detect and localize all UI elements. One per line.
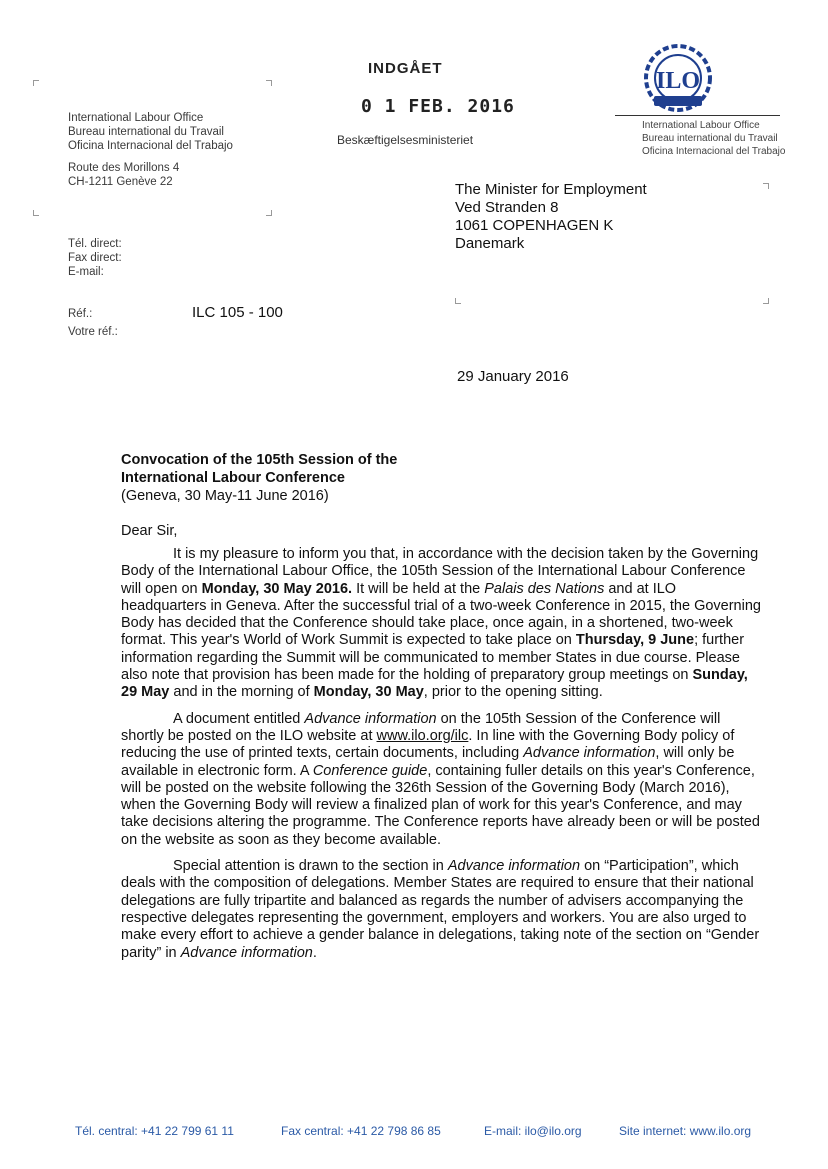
footer-website[interactable]: Site internet: www.ilo.org	[619, 1124, 752, 1138]
subject-block	[121, 451, 397, 505]
ilo-logo-emblem-icon	[640, 44, 716, 116]
sender-city: CH-1211 Genève 22	[68, 176, 173, 188]
recipient-address	[455, 181, 647, 253]
recipient-line: Ved Stranden 8	[455, 199, 559, 216]
logo-text: ILO	[655, 68, 701, 94]
sender-address	[68, 161, 179, 189]
stamp-title: INDGÅET	[368, 60, 443, 77]
tel-direct-label: Tél. direct:	[68, 238, 122, 250]
crop-mark	[763, 298, 769, 304]
paragraph-3: Special attention is drawn to the section in Advance information on “Participation”, which deals with the composition of delegations. Member States are required to ensure that their national delegations are fully tripartite and balanced as regards the number of advisers accompanying the respective delegates representing the government, employers and workers. You are also urged to make every effort to achieve a gender balance in delegations, taking note of the section on “Gender parity” in Advance information.	[121, 858, 760, 961]
sender-name-block	[68, 111, 233, 153]
crop-mark	[266, 210, 272, 216]
contact-labels	[68, 237, 122, 279]
logo-caption-es: Oficina Internacional del Trabajo	[642, 146, 786, 157]
salutation: Dear Sir,	[121, 523, 178, 539]
email-label: E-mail:	[68, 266, 104, 278]
crop-mark	[455, 298, 461, 304]
ref-value: ILC 105 - 100	[192, 304, 283, 321]
letter-body	[121, 546, 761, 971]
logo-caption-fr: Bureau international du Travail	[642, 133, 778, 144]
ilc-website-link[interactable]: www.ilo.org/ilc	[376, 727, 469, 744]
subject-line-1: Convocation of the 105th Session of the	[121, 452, 398, 468]
logo-rule	[615, 115, 780, 116]
subject-line-2: International Labour Conference	[121, 470, 345, 486]
sender-name-fr: Bureau international du Travail	[68, 126, 224, 138]
logo-caption	[642, 119, 785, 158]
footer-email[interactable]: E-mail: ilo@ilo.org	[484, 1124, 582, 1138]
crop-mark	[33, 80, 39, 86]
recipient-line: 1061 COPENHAGEN K	[455, 217, 614, 234]
footer-fax: Fax central: +41 22 798 86 85	[281, 1124, 441, 1138]
recipient-line: The Minister for Employment	[455, 181, 647, 198]
recipient-line: Danemark	[455, 235, 525, 252]
sender-street: Route des Morillons 4	[68, 162, 180, 174]
crop-mark	[33, 210, 39, 216]
sender-name-es: Oficina Internacional del Trabajo	[68, 140, 233, 152]
crop-mark	[763, 183, 769, 189]
ilo-logo	[640, 44, 716, 116]
logo-caption-en: International Labour Office	[642, 120, 760, 131]
sender-name-en: International Labour Office	[68, 112, 204, 124]
your-ref-label: Votre réf.:	[68, 326, 118, 338]
ref-label: Réf.:	[68, 308, 93, 320]
footer-tel: Tél. central: +41 22 799 61 11	[75, 1124, 234, 1138]
fax-direct-label: Fax direct:	[68, 252, 122, 264]
stamp-organization: Beskæftigelsesministeriet	[337, 133, 474, 147]
letter-date: 29 January 2016	[457, 368, 569, 385]
paragraph-1: It is my pleasure to inform you that, in accordance with the decision taken by the Governing Body of the International Labour Office, the 105th Session of the International Labour Conference will open on Monday, 30 May 2016. It will be held at the Palais des Nations and at ILO headquarters in Geneva. After the successful trial of a two-week Conference in 2015, the Governing Body has decided that the Conference should take place, once again, in a shortened, two-week format. This year's World of Work Summit is expected to take place on Thursday, 9 June; further information regarding the Summit will be communicated to member States in due course. Please also note that provision has been made for the holding of preparatory group meetings on Sunday, 29 May and in the morning of Monday, 30 May, prior to the opening sitting.	[121, 546, 761, 701]
subject-line-3: (Geneva, 30 May-11 June 2016)	[121, 488, 329, 504]
stamp-date: 0 1 FEB. 2016	[361, 96, 515, 117]
crop-mark	[266, 80, 272, 86]
paragraph-2: A document entitled Advance information on the 105th Session of the Conference will shortly be posted on the ILO website at www.ilo.org/ilc. In line with the Governing Body policy of reducing the use of printed texts, certain documents, including Advance information, will only be available in electronic form. A Conference guide, containing fuller details on this year's Conference, will be posted on the website following the 326th Session of the Governing Body (March 2016), when the Governing Body will review a finalized plan of work for this year's Conference, and may take decisions altering the programme. The Conference reports have already been or will be posted on the website as soon as they become available.	[121, 710, 760, 848]
